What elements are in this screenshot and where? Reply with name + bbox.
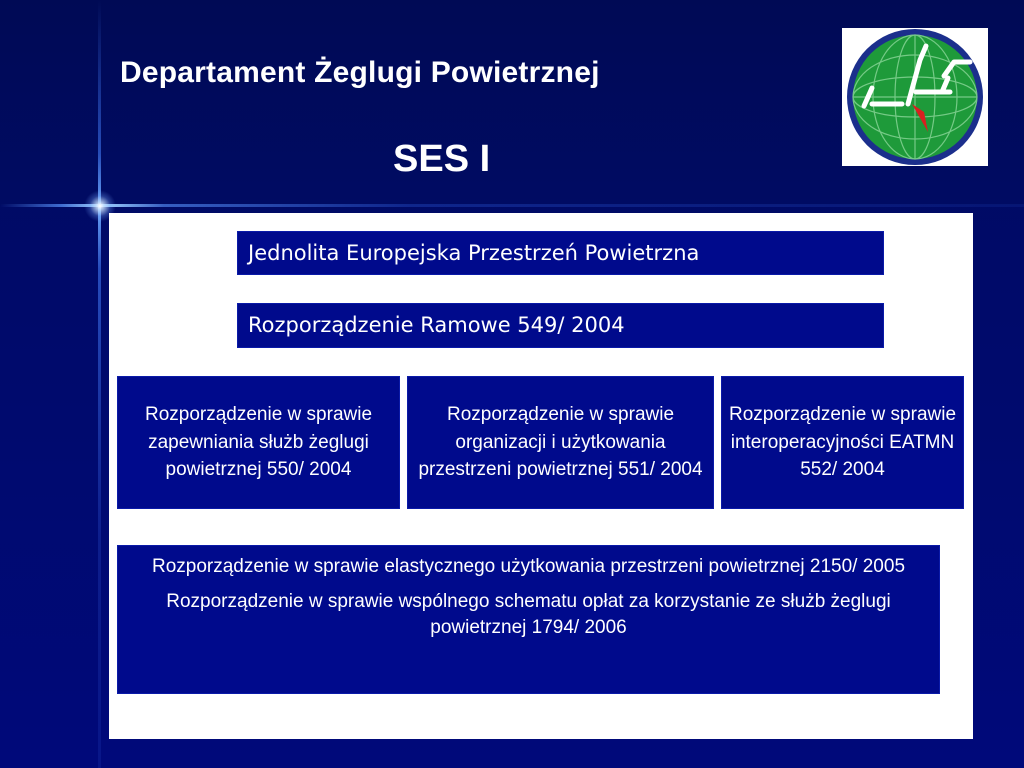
ulc-logo-icon — [842, 28, 988, 166]
ses-heading-label: Jednolita Europejska Przestrzeń Powietrzna — [248, 240, 700, 265]
regulation-label-552: Rozporządzenie w sprawie interoperacyjności EATMN 552/ 2004 — [728, 404, 957, 481]
horizontal-glow-line — [0, 204, 1024, 207]
regulation-label-550: Rozporządzenie w sprawie zapewniania służb żeglugi powietrznej 550/ 2004 — [144, 404, 373, 481]
framework-regulation-label: Rozporządzenie Ramowe 549/ 2004 — [248, 313, 625, 337]
regulation-label-2150: Rozporządzenie w sprawie elastycznego użytkowania przestrzeni powietrznej 2150/ 2005 — [151, 556, 906, 577]
regulation-label-1794: Rozporządzenie w sprawie wspólnego schematu opłat za korzystanie ze służb żeglugi powietrznej 1794/ 2006 — [166, 590, 891, 639]
ses-heading-box — [237, 231, 884, 275]
regulation-box-551 — [407, 376, 714, 509]
additional-regulations-box — [117, 545, 940, 694]
page-subtitle: SES I — [393, 138, 491, 180]
page-title: Departament Żeglugi Powietrznej — [120, 56, 600, 89]
vertical-glow-line — [98, 0, 101, 768]
regulation-box-550 — [117, 376, 400, 509]
framework-regulation-box — [237, 303, 884, 348]
logo — [842, 28, 988, 166]
regulation-box-552 — [721, 376, 964, 509]
content-panel — [109, 213, 973, 739]
regulation-label-551: Rozporządzenie w sprawie organizacji i użytkowania przestrzeni powietrznej 551/ 2004 — [418, 404, 703, 481]
